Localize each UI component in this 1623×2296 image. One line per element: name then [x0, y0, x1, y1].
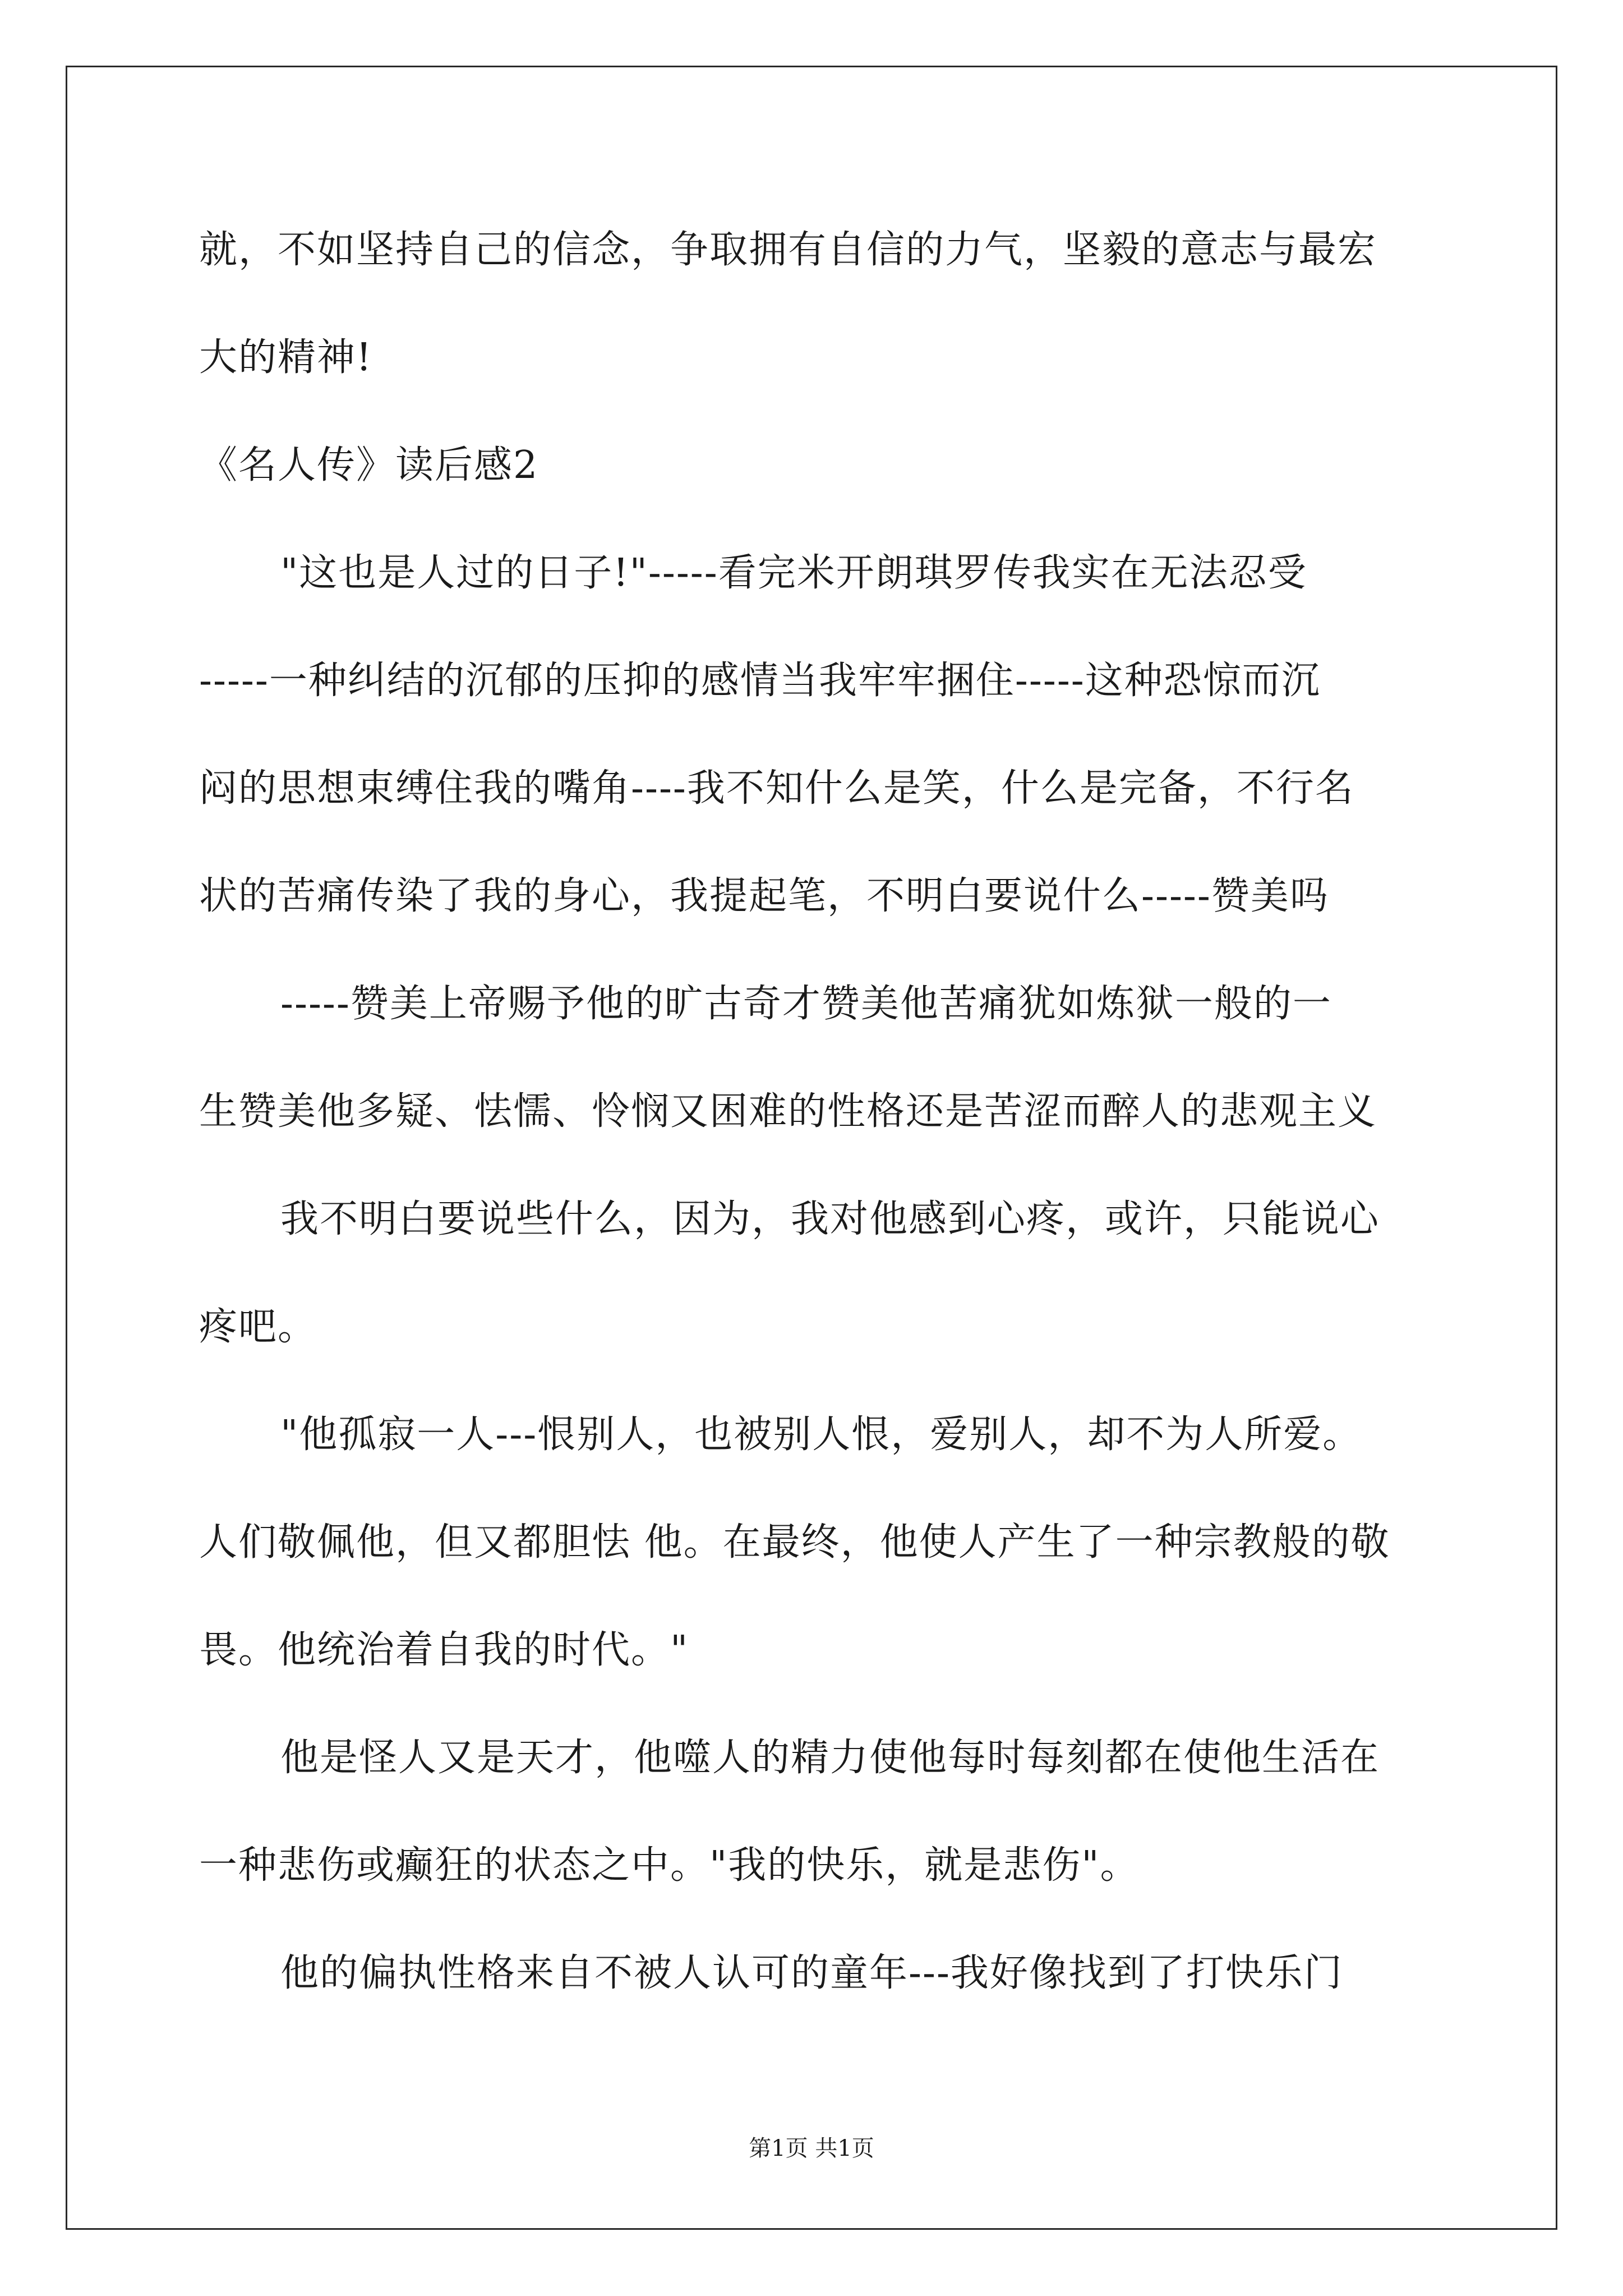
text-line-15: 他是怪人又是天才，他噬人的精力使他每时每刻都在使他生活在	[280, 1736, 1380, 1780]
text-line-17: 他的偏执性格来自不被人认可的童年---我好像找到了打快乐门	[280, 1951, 1343, 1995]
text-line-1: 就，不如坚持自己的信念，争取拥有自信的力气，坚毅的意志与最宏	[199, 228, 1377, 272]
text-line-2: 大的精神!	[199, 335, 373, 380]
text-line-8: -----赞美上帝赐予他的旷古奇才赞美他苦痛犹如炼狱一般的一	[280, 982, 1332, 1026]
text-line-13: 人们敬佩他，但又都胆怯 他。在最终，他使人产生了一种宗教般的敬	[199, 1520, 1390, 1565]
text-line-6: 闷的思想束缚住我的嘴角----我不知什么是笑，什么是完备，不行名	[199, 766, 1354, 811]
text-line-7: 状的苦痛传染了我的身心，我提起笔，不明白要说什么-----赞美吗	[199, 874, 1329, 918]
text-line-14: 畏。他统治着自我的时代。"	[199, 1628, 689, 1672]
text-line-16: 一种悲伤或癫狂的状态之中。"我的快乐，就是悲伤"。	[199, 1843, 1140, 1888]
page-border	[66, 66, 1557, 2230]
text-line-5: -----一种纠结的沉郁的压抑的感情当我牢牢捆住-----这种恐惊而沉	[199, 659, 1321, 703]
page-footer: 第1页 共1页	[749, 2136, 874, 2161]
text-line-4: "这也是人过的日子!"-----看完米开朗琪罗传我实在无法忍受	[280, 551, 1307, 595]
text-line-9: 生赞美他多疑、怯懦、怜悯又困难的性格还是苦涩而醉人的悲观主义	[199, 1089, 1377, 1134]
text-line-10: 我不明白要说些什么，因为，我对他感到心疼，或许，只能说心	[280, 1197, 1380, 1241]
section-heading: 《名人传》读后感2	[199, 443, 539, 487]
text-line-11: 疼吧。	[199, 1305, 317, 1349]
text-line-12: "他孤寂一人---恨别人，也被别人恨，爱别人，却不为人所爱。	[280, 1412, 1362, 1457]
